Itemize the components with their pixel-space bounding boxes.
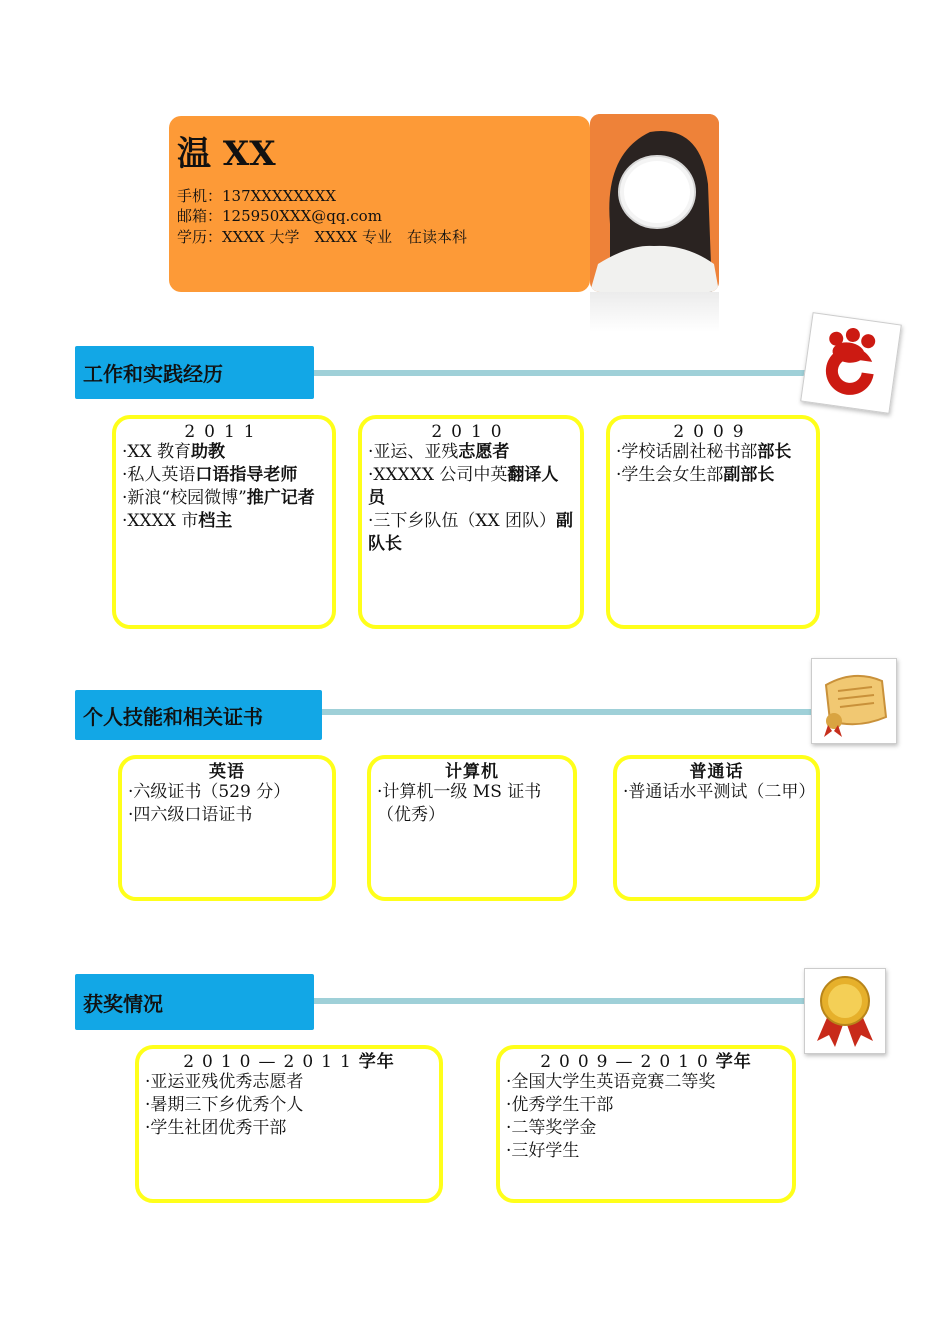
award-item: ·优秀学生干部 [506,1095,614,1115]
skill-item: ·六级证书（529 分） [128,782,291,802]
award-year: 2009—2010学年 [540,1052,752,1072]
section-title-work: 工作和实践经历 [75,346,314,399]
award-item: ·二等奖学金 [506,1118,597,1138]
work-box-2009 [606,415,820,629]
award-year: 2010—2011学年 [183,1052,395,1072]
skill-box-english [118,755,336,901]
profile-card [169,116,590,292]
work-year: 2009 [673,422,753,442]
certificate-icon [811,658,897,744]
section-divider [300,709,820,715]
section-title-awards: 获奖情况 [75,974,314,1030]
work-year: 2010 [431,422,511,442]
section-title-skills: 个人技能和相关证书 [75,690,322,740]
education-text: 学历：XXXX 大学 XXXX 专业 在读本科 [177,228,467,246]
award-item: ·学生社团优秀干部 [145,1118,287,1138]
skill-item: ·普通话水平测试（二甲） [623,782,816,802]
work-box-2010 [358,415,584,629]
section-divider [300,998,810,1004]
work-box-2011 [112,415,336,629]
work-item: ·三下乡队伍（XX 团队）副队长 [368,511,574,554]
skill-item: ·计算机一级 MS 证书（优秀） [377,782,542,825]
medal-icon [804,968,886,1054]
award-item: ·三好学生 [506,1141,580,1161]
award-item: ·全国大学生英语竞赛二等奖 [506,1072,716,1092]
skill-item: ·四六级口语证书 [128,805,253,825]
profile-photo [590,114,719,292]
phone-text: 手机：137XXXXXXXX [177,187,337,205]
skill-title: 计算机 [445,762,499,782]
work-item: ·私人英语口语指导老师 [122,465,298,485]
work-item: ·学生会女生部副部长 [616,465,775,485]
award-box-2009-2010 [496,1045,796,1203]
work-item: ·XXXX 市档主 [122,511,233,531]
skill-box-mandarin [613,755,820,901]
award-item: ·暑期三下乡优秀个人 [145,1095,304,1115]
skill-title: 普通话 [689,762,744,782]
candidate-name: 温 XX [177,134,276,174]
work-item: ·XXXXX 公司中英翻译人员 [368,465,559,508]
award-box-2010-2011 [135,1045,443,1203]
work-item: ·新浪“校园微博”推广记者 [122,488,315,508]
section-divider [300,370,820,376]
gimp-icon [800,312,902,414]
award-item: ·亚运亚残优秀志愿者 [145,1072,304,1092]
photo-reflection [590,292,719,332]
work-item: ·亚运、亚残志愿者 [368,442,510,462]
skill-title: 英语 [209,762,245,782]
work-item: ·XX 教育助教 [122,442,226,462]
work-item: ·学校话剧社秘书部部长 [616,442,792,462]
email-text: 邮箱：125950XXX@qq.com [177,207,382,225]
skill-box-computer [367,755,577,901]
work-year: 2011 [184,422,264,442]
